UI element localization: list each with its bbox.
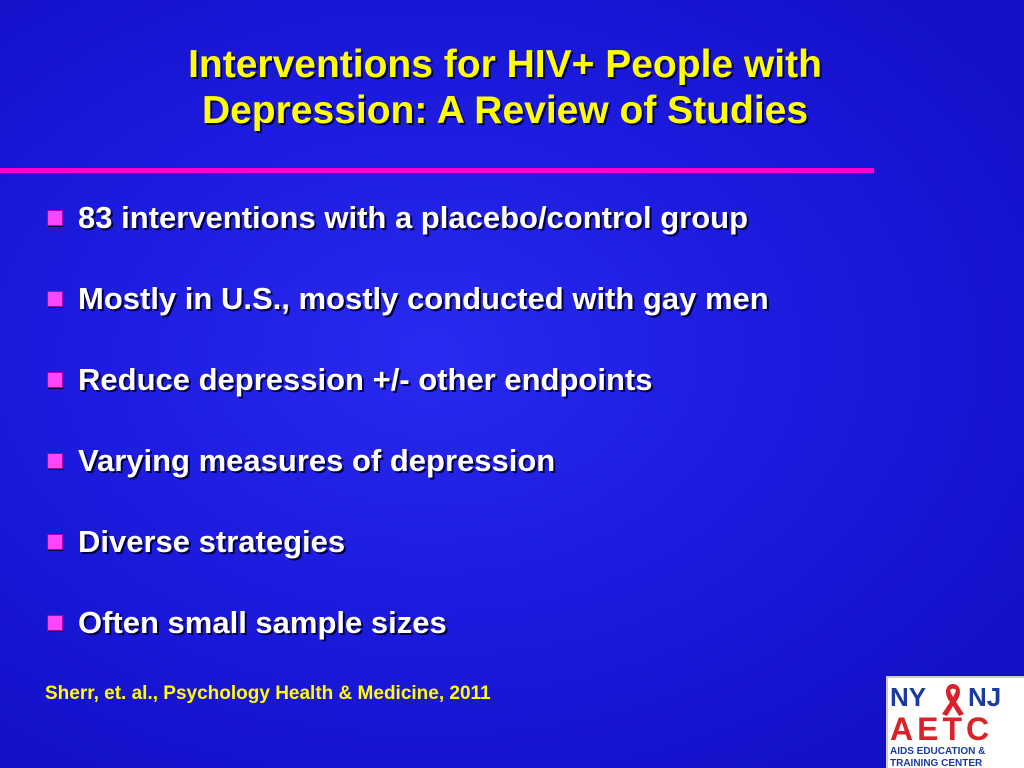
logo-aetc-text: AETC [890, 711, 994, 747]
bullet-text: Varying measures of depression [78, 443, 556, 478]
bullet-item [47, 602, 769, 644]
square-bullet-icon [47, 534, 63, 550]
bullet-text: Often small sample sizes [78, 605, 447, 640]
logo-ny-text: NY [890, 682, 927, 712]
bullet-item [47, 197, 769, 239]
square-bullet-icon [47, 291, 63, 307]
citation: Sherr, et. al., Psychology Health & Medicine, 2011 [45, 683, 491, 704]
logo-graphic [888, 678, 1024, 768]
logo-subtitle-2: TRAINING CENTER [890, 758, 983, 768]
square-bullet-icon [47, 615, 63, 631]
bullet-list [47, 197, 769, 683]
logo-nj-text: NJ [968, 682, 1002, 712]
bullet-text: 83 interventions with a placebo/control group [78, 200, 749, 235]
bullet-text: Reduce depression +/- other endpoints [78, 362, 653, 397]
slide-title [0, 42, 1010, 134]
title-line-2: Depression: A Review of Studies [201, 89, 809, 132]
bullet-item [47, 278, 769, 320]
title-line-1: Interventions for HIV+ People with [188, 43, 822, 86]
bullet-item [47, 521, 769, 563]
square-bullet-icon [47, 453, 63, 469]
logo-subtitle-1: AIDS EDUCATION & [890, 746, 986, 757]
bullet-text: Mostly in U.S., mostly conducted with gay men [78, 281, 769, 316]
title-divider [0, 168, 874, 173]
square-bullet-icon [47, 210, 63, 226]
square-bullet-icon [47, 372, 63, 388]
aetc-logo [886, 676, 1024, 768]
bullet-text: Diverse strategies [78, 524, 346, 559]
bullet-item [47, 359, 769, 401]
bullet-item [47, 440, 769, 482]
